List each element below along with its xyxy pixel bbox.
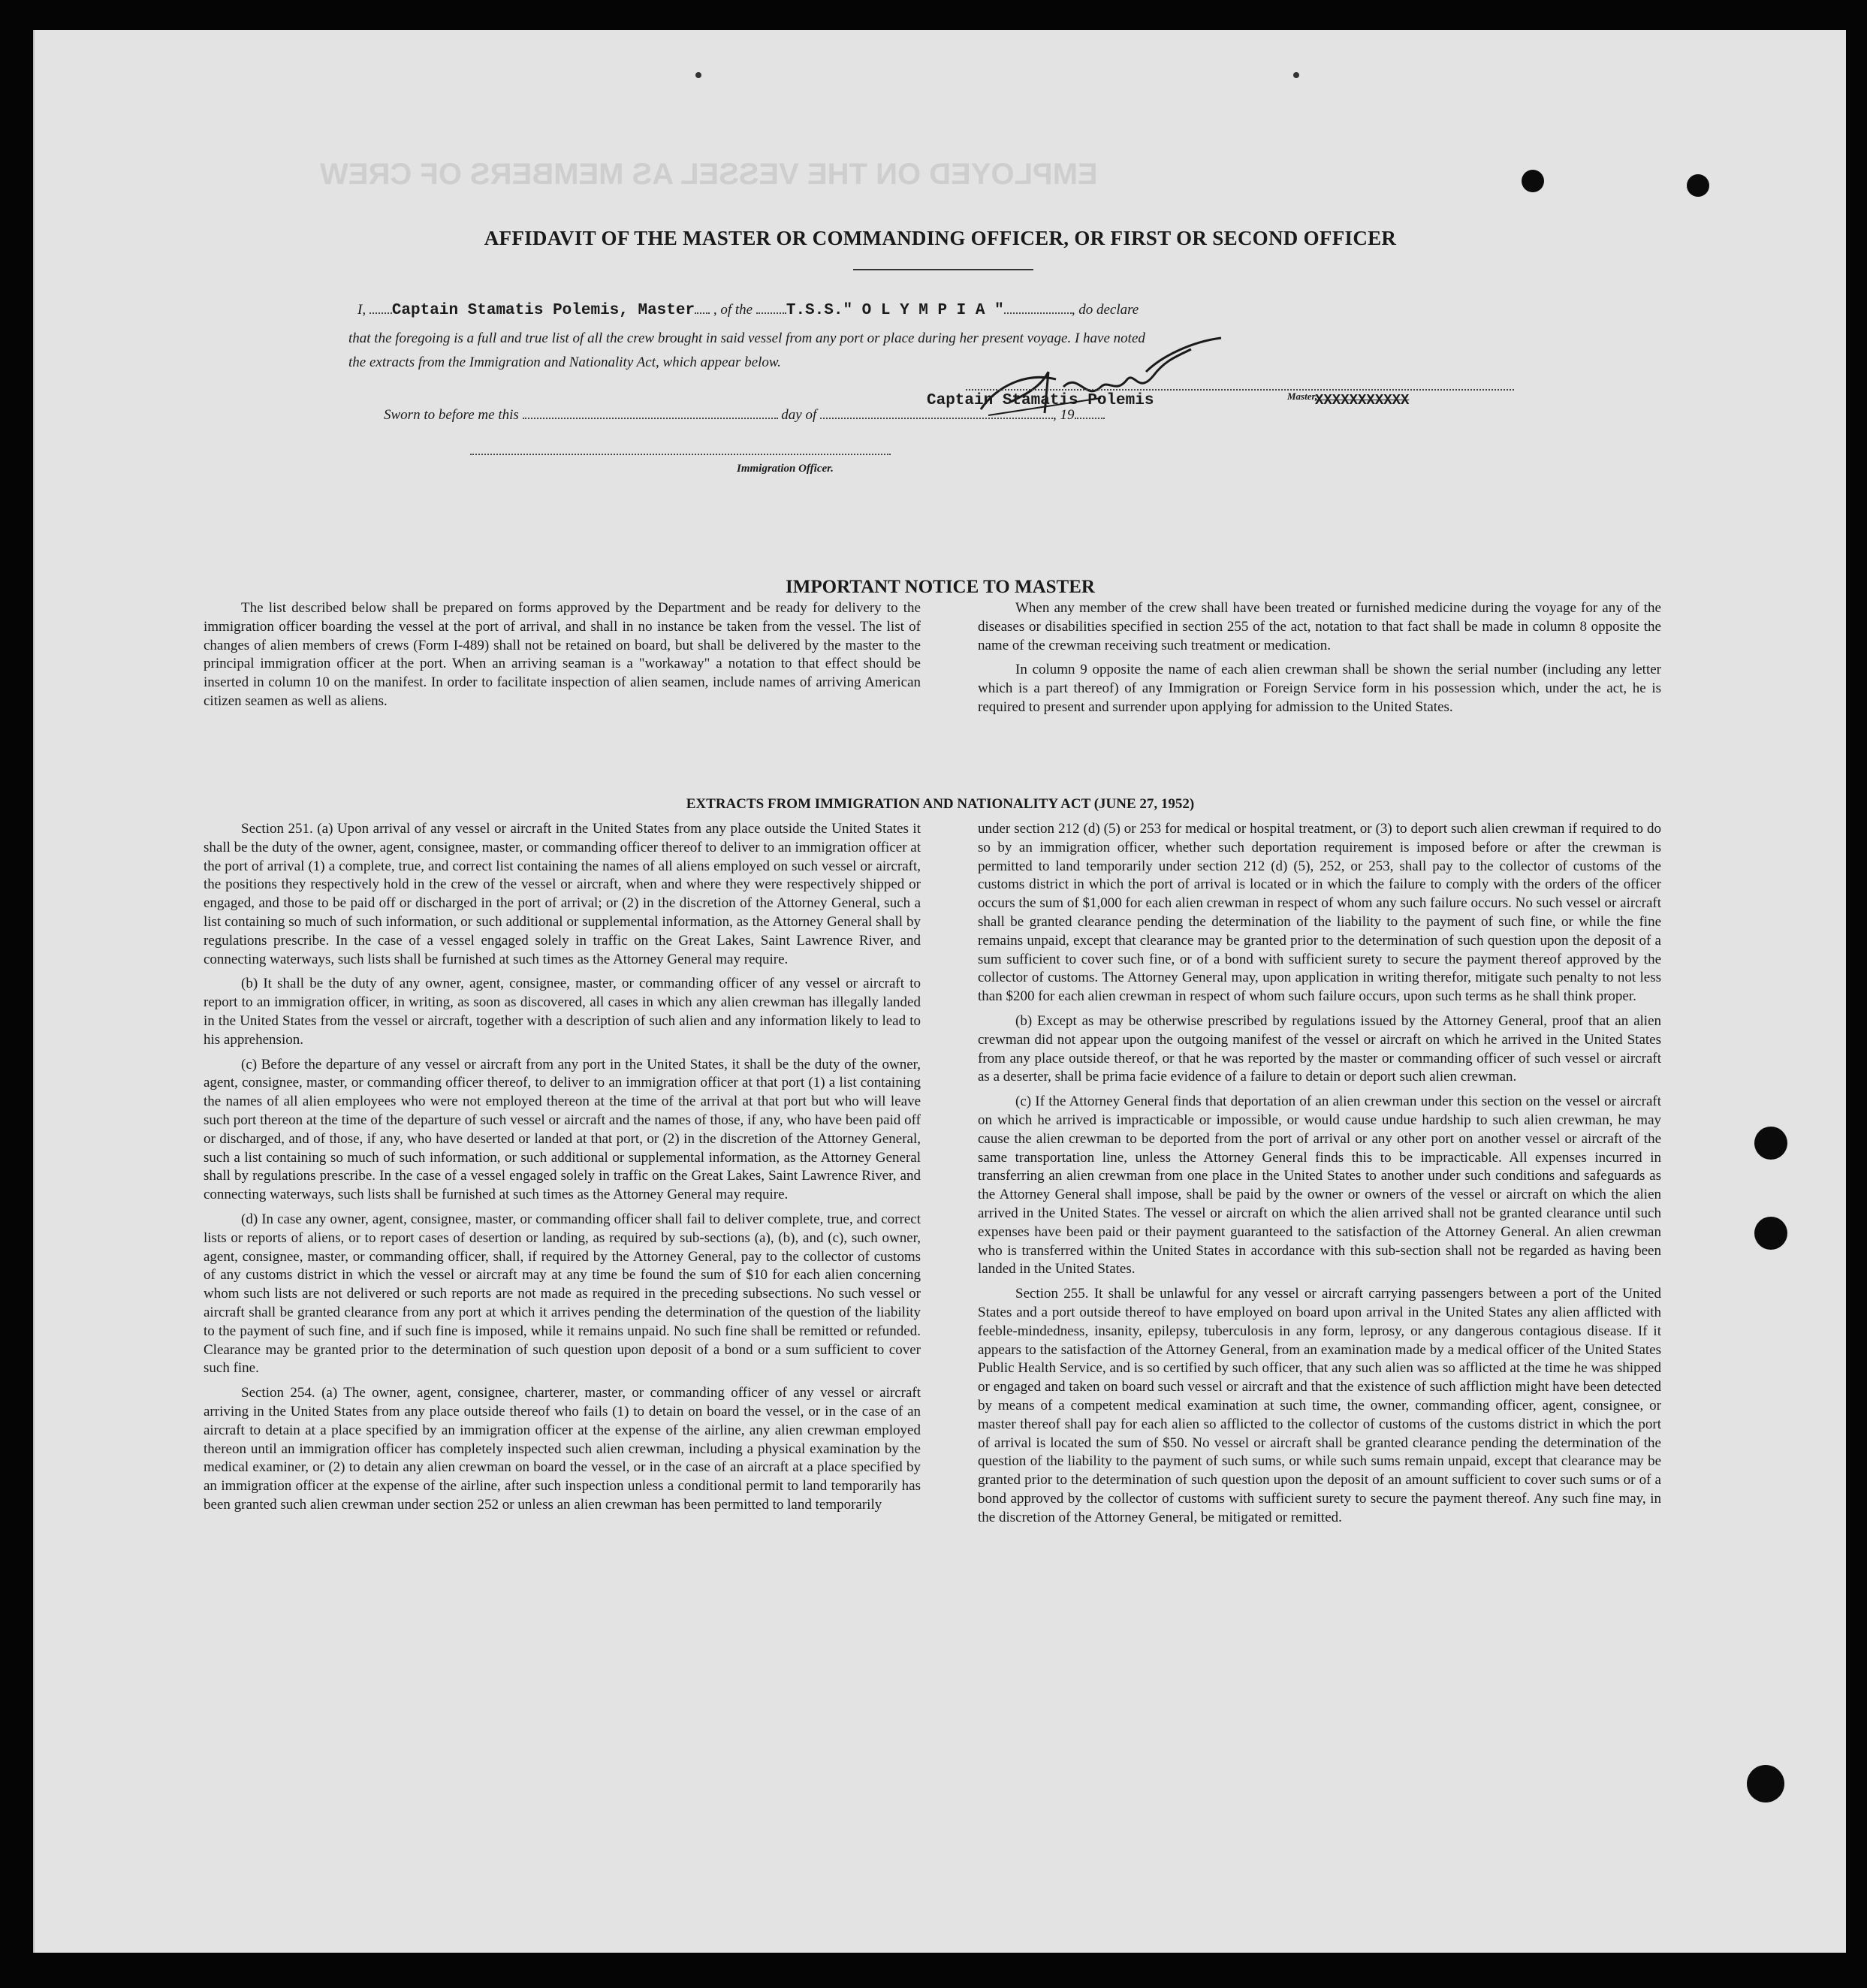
section-paragraph: under section 212 (d) (5) or 253 for medical or hospital treatment, or (3) to deport such alien crewman if required to do so by an immigration officer, whether such deportation requirement is imposed before or after the crewman is permitted to land temporarily under section 212 (d) (5), 252, or 253, shall pay to the collector of customs of the customs district in which the port of arrival is located or in which the failure to comply with the orders of the officer occurs the sum of $1,000 for each alien crewman in respect of whom any such failure occurs. No such vessel or aircraft shall be granted clearance pending the determination of the liability to the payment of such fine, or while the fine remains unpaid, except that clearance may be granted prior to the determination of such question upon the deposit of a sum sufficient to cover such fine, or of a bond with sufficient surety to secure the payment thereof approved by the collector of customs. The Attorney General may, upon application in writing therefor, mitigate such penalty to not less than $200 for each alien crewman in respect of whom such failure occurs, upon such terms as he shall think proper. (978, 821, 1661, 1005)
title-underline (853, 269, 1033, 270)
binder-hole (1754, 1127, 1787, 1160)
section-paragraph: (d) In case any owner, agent, consignee, master, or commanding officer shall fail to deliver complete, true, and correct lists or reports of aliens, or to report cases of desertion or landing, as required by sub-sections (a), (b), and (c), such owner, agent, consignee, master, or commanding officer, shall, if required by the Attorney General, pay to the collector of customs of any customs district in which the vessel or aircraft may at any time be found the sum of $10 for each alien concerning whom such lists are not delivered or such reports are not made as required in the preceding subsections. No such vessel or aircraft shall be granted clearance from any port at which it arrives pending the determination of the question of the liability to the payment of such fine, and if such fine is imposed, while it remains unpaid. No such fine shall be remitted or refunded. Clearance may be granted prior to the determination of such question upon deposit of a bond or a sum sufficient to cover such fine. (204, 1211, 921, 1377)
notice-paragraph: When any member of the crew shall have been treated or furnished medicine during the voyage for any of the diseases or disabilities specified in section 255 of the act, notation to that fact shall be made in column 8 opposite the name of the crewman receiving such treatment or medication. (978, 600, 1661, 653)
role-label: Master, (1287, 391, 1318, 402)
declaration-of-the: , of the (713, 302, 753, 318)
notice-right-column (978, 599, 1661, 723)
notice-left-column (204, 599, 921, 717)
day-of-label: day of (781, 407, 817, 423)
binder-hole (1747, 1765, 1784, 1802)
declaration-do-declare: , do declare (1071, 302, 1139, 318)
immigration-officer-label: Immigration Officer. (737, 463, 834, 475)
extracts-left-column (204, 820, 921, 1521)
mark-dot (1293, 72, 1299, 78)
binder-hole (1754, 1217, 1787, 1250)
year-label: , 19 (1053, 407, 1075, 423)
section-paragraph: (c) Before the departure of any vessel or aircraft from any port in the United States, it shall be the duty of the owner, agent, consignee, master, or commanding officer thereof, to deliver to an immigration officer at that port (1) a list containing the names of all alien employees who were not employed thereon at the time of the arrival at that port but who will leave such port thereon at the time of the departure of such vessel or aircraft and the names of those, if any, who have been paid off or discharged, and of those, if any, who have deserted or landed at that port, or (2) in the discretion of the Attorney General, such a list containing so much of such information, or such additional or supplemental information, as the Attorney General shall by regulations prescribe. In the case of a vessel engaged solely in traffic on the Great Lakes, Saint Lawrence River, and connecting waterways, such lists shall be furnished at such times as the Attorney General may require. (204, 1056, 921, 1203)
declaration-i: I, (357, 302, 366, 318)
bleed-through: EMPLOYED ON THE VESSEL AS MEMBERS OF CREW (320, 158, 1098, 191)
declaration-line-1 (357, 302, 1139, 319)
section-paragraph: (b) It shall be the duty of any owner, agent, consignee, master, or commanding officer of any vessel or aircraft to report to an immigration officer, in writing, as soon as discovered, all cases in which any alien crewman has illegally landed in the United States from the vessel or aircraft, together with a description of such alien and any information likely to lead to his apprehension. (204, 976, 921, 1048)
struck-role: XXXXXXXXXXX (1315, 392, 1410, 409)
sworn-label: Sworn to before me this (384, 407, 519, 423)
page-title: AFFIDAVIT OF THE MASTER OR COMMANDING OFFICER, OR FIRST OR SECOND OFFICER (484, 227, 1397, 249)
signer-name: Captain Stamatis Polemis (927, 392, 1154, 409)
master-name: Captain Stamatis Polemis, Master (391, 302, 695, 319)
section-paragraph: (b) Except as may be otherwise prescribed by regulations issued by the Attorney General, proof that an alien crewman did not appear upon the outgoing manifest of the vessel or aircraft on which he arrived in the United States from any place outside thereof, or that he was reported by the master or commanding officer of such vessel or aircraft as a deserter, shall be prima facie evidence of a failure to detain or deport such alien crewman. (978, 1012, 1661, 1085)
extracts-heading: EXTRACTS FROM IMMIGRATION AND NATIONALITY ACT (JUNE 27, 1952) (686, 796, 1195, 812)
section-paragraph: (c) If the Attorney General finds that deportation of an alien crewman under this section on the vessel or aircraft on which he arrived is impracticable or impossible, or would cause undue hardship to such alien crewman, he may cause the alien crewman to be deported from the port of arrival or any other port on another vessel or aircraft of the same transportation line, unless the Attorney General finds this to be impracticable. All expenses incurred in transferring an alien crewman from one place in the United States to another under such conditions and safeguards as the Attorney General shall impose, shall be paid by the owner or owners of the vessel or aircraft on which the alien arrived in the United States. The vessel or aircraft on which the alien arrived shall not be granted clearance until such expenses have been paid or their payment guaranteed to the satisfaction of the Attorney General. An alien crewman who is transferred within the United States in accordance with this sub-section shall not be regarded as having been landed in the United States. (978, 1094, 1661, 1278)
extracts-right-column (978, 820, 1661, 1533)
notice-heading: IMPORTANT NOTICE TO MASTER (786, 577, 1095, 597)
section-paragraph: Section 255. It shall be unlawful for any vessel or aircraft carrying passengers between a port of the United States and a port outside thereof to have employed on board upon arrival in the United States any alien afflicted with feeble-mindedness, insanity, epilepsy, tuberculosis in any form, leprosy, or any dangerous contagious disease. If it appears to the satisfaction of the Attorney General, from an examination made by a medical officer of the United States Public Health Service, and is so certified by such officer, that any such alien was so afflicted at the time he was shipped or engaged and taken on board such vessel or aircraft and that the existence of such affliction might have been detected by means of a competent medical examination at such time, the owner, commanding officer, agent, consignee, or master thereof shall pay for each alien so afflicted to the collector of customs of the customs district in which the port of arrival is located the sum of $50. No vessel or aircraft shall be granted clearance pending the determination of the question of the liability to the payment of such sums, or while such sums remain unpaid, except that clearance may be granted prior to the determination of such question upon the deposit of an amount sufficient to cover such sums or of a bond approved by the collector of customs with sufficient surety to secure the payment thereof. Any such fine may, in the discretion of the Attorney General, be mitigated or remitted. (978, 1286, 1661, 1525)
section-paragraph: Section 251. (a) Upon arrival of any vessel or aircraft in the United States from any place outside the United States it shall be the duty of the owner, agent, consignee, master, or commanding officer thereof to deliver to an immigration officer at the port of arrival (1) a complete, true, and correct list containing the names of all aliens employed on such vessel or aircraft, the positions they respectively hold in the crew of the vessel or aircraft, when and where they were respectively shipped or engaged, and those to be paid off or discharged in the port of arrival; or (2) in the discretion of the Attorney General, such a list containing so much of such information, or such additional or supplemental information, as the Attorney General shall by regulations prescribe. In the case of a vessel engaged solely in traffic on the Great Lakes, Saint Lawrence River, and connecting waterways, such lists shall be furnished at such times as the Attorney General may require. (204, 821, 921, 967)
signature-line (966, 389, 1514, 391)
binder-hole (1522, 170, 1544, 192)
vessel-name: T.S.S." O L Y M P I A " (786, 302, 1004, 319)
officer-signature-line (470, 454, 891, 455)
declaration-line-3: the extracts from the Immigration and Nationality Act, which appear below. (348, 354, 781, 370)
notice-paragraph: The list described below shall be prepared on forms approved by the Department and be ready for delivery to the immigration officer boarding the vessel at the port of arrival, and shall in no instance be taken from the vessel. The list of changes of alien members of crews (Form I-489) shall not be retained on board, but shall be delivered by the master to the principal immigration officer at the port. When an arriving seaman is a "workaway" a notation to that effect should be inserted in column 10 on the manifest. In order to facilitate inspection of alien seamen, include names of arriving American citizen seamen as well as aliens. (204, 600, 921, 709)
binder-hole (1687, 174, 1709, 197)
sworn-line (384, 407, 1105, 424)
section-paragraph: Section 254. (a) The owner, agent, consignee, charterer, master, or commanding officer of any vessel or aircraft arriving in the United States from any place outside thereof who fails (1) to detain on board the vessel, or in the case of an aircraft to detain at a place specified by an immigration officer at the expense of the airline, any alien crewman employed thereon until an immigration officer has completely inspected such alien crewman, including a physical examination by the medical examiner, or (2) to detain any alien crewman on board the vessel, or in the case of an aircraft at a place specified by an immigration officer at the expense of the airline, after such inspection unless a conditional permit to land temporarily has been granted such alien crewman under section 252 or unless an alien crewman has been permitted to land temporarily (204, 1385, 921, 1513)
notice-paragraph: In column 9 opposite the name of each alien crewman shall be shown the serial number (including any letter which is a part thereof) of any Immigration or Foreign Service form in his possession which, under the act, he is required to present and surrender upon applying for admission to the United States. (978, 662, 1661, 715)
mark-dot (695, 72, 701, 78)
document-page (33, 30, 1846, 1953)
declaration-line-2: that the foregoing is a full and true list of all the crew brought in said vessel from any port or place during her present voyage. I have noted (348, 330, 1145, 346)
